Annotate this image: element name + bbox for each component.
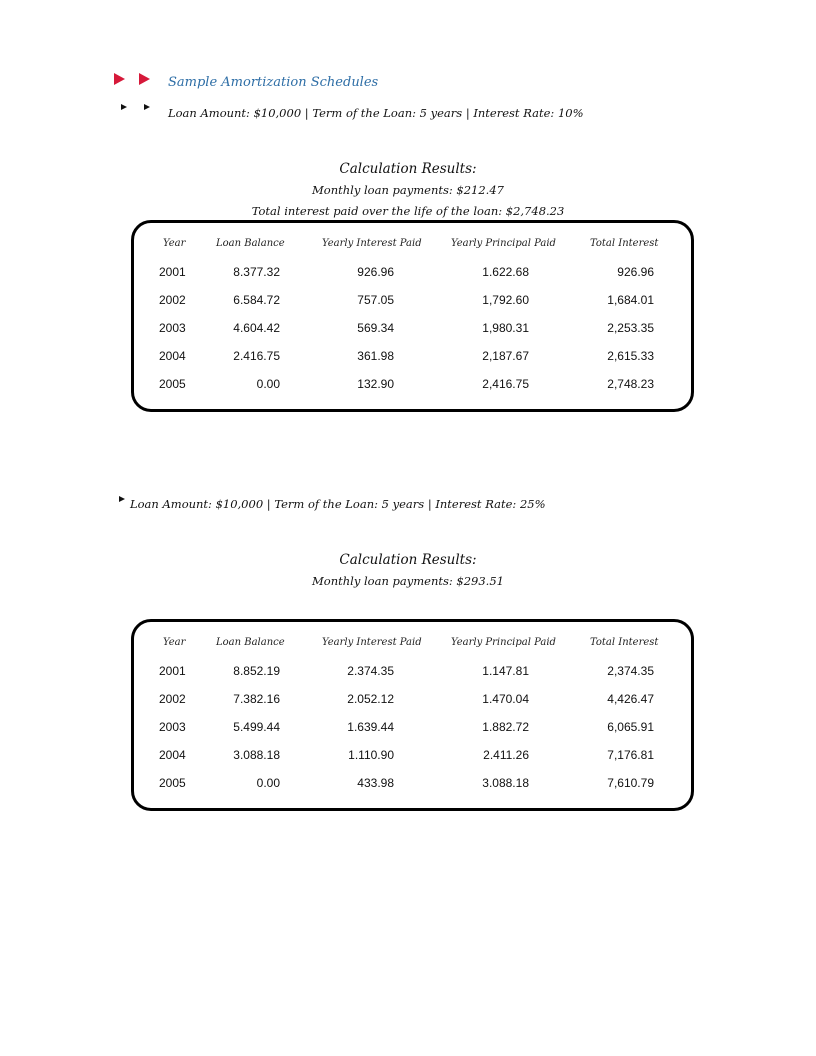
year-cell: 2004: [159, 748, 186, 762]
column-header: Yearly Interest Paid: [322, 637, 422, 648]
column-header: Total Interest: [590, 238, 659, 249]
black-bullet-icon: [119, 496, 125, 502]
table-cell: 1.470.04: [482, 692, 529, 706]
loan-details-2: Loan Amount: $10,000 | Term of the Loan: 5 years | Interest Rate: 25%: [130, 497, 546, 511]
page-title: Sample Amortization Schedules: [168, 75, 379, 90]
table-cell: 926.96: [357, 265, 394, 279]
black-bullet-icon: [144, 104, 150, 110]
year-cell: 2003: [159, 720, 186, 734]
year-cell: 2002: [159, 692, 186, 706]
year-cell: 2003: [159, 321, 186, 335]
table-cell: 8.377.32: [233, 265, 280, 279]
column-header: Yearly Principal Paid: [451, 238, 556, 249]
red-bullet-icon: [114, 73, 125, 85]
table-cell: 4.604.42: [233, 321, 280, 335]
year-cell: 2004: [159, 349, 186, 363]
column-header: Year: [163, 238, 186, 249]
table-cell: 2,374.35: [607, 664, 654, 678]
table-cell: 2,615.33: [607, 349, 654, 363]
column-header: Yearly Interest Paid: [322, 238, 422, 249]
table-cell: 2.411.26: [483, 748, 529, 762]
table-cell: 2,253.35: [607, 321, 654, 335]
table-cell: 1,792.60: [482, 293, 529, 307]
table-cell: 0.00: [256, 377, 280, 391]
black-bullet-icon: [121, 104, 127, 110]
year-cell: 2005: [159, 776, 186, 790]
table-cell: 1.639.44: [347, 720, 394, 734]
table-cell: 0.00: [256, 776, 280, 790]
table-cell: 1.110.90: [348, 748, 394, 762]
table-cell: 569.34: [357, 321, 394, 335]
red-bullet-icon: [139, 73, 150, 85]
table-cell: 1.147.81: [482, 664, 529, 678]
column-header: Loan Balance: [216, 238, 285, 249]
column-header: Total Interest: [590, 637, 659, 648]
column-header: Loan Balance: [216, 637, 285, 648]
table-cell: 132.90: [357, 377, 394, 391]
table-cell: 1.622.68: [482, 265, 529, 279]
year-cell: 2001: [159, 664, 186, 678]
table-cell: 1.882.72: [482, 720, 529, 734]
table-cell: 8.852.19: [233, 664, 280, 678]
loan-details-1: Loan Amount: $10,000 | Term of the Loan: 5 years | Interest Rate: 10%: [168, 106, 584, 120]
table-cell: 6,065.91: [607, 720, 654, 734]
amortization-table-1: [131, 220, 694, 412]
table-cell: 2.052.12: [347, 692, 394, 706]
table-cell: 1,980.31: [482, 321, 529, 335]
table-cell: 6.584.72: [233, 293, 280, 307]
table-cell: 2.374.35: [347, 664, 394, 678]
monthly-payment-1: Monthly loan payments: $212.47: [312, 183, 504, 197]
column-header: Yearly Principal Paid: [451, 637, 556, 648]
table-cell: 1,684.01: [607, 293, 654, 307]
year-cell: 2001: [159, 265, 186, 279]
table-cell: 2,187.67: [482, 349, 529, 363]
table-cell: 757.05: [357, 293, 394, 307]
amortization-table-2: [131, 619, 694, 811]
table-cell: 7.382.16: [233, 692, 280, 706]
year-cell: 2002: [159, 293, 186, 307]
table-cell: 361.98: [357, 349, 394, 363]
table-cell: 3.088.18: [233, 748, 280, 762]
table-cell: 4,426.47: [607, 692, 654, 706]
table-cell: 7,176.81: [607, 748, 654, 762]
results-heading-1: Calculation Results:: [339, 161, 477, 177]
table-cell: 433.98: [357, 776, 394, 790]
column-header: Year: [163, 637, 186, 648]
table-cell: 3.088.18: [482, 776, 529, 790]
table-cell: 2.416.75: [233, 349, 280, 363]
year-cell: 2005: [159, 377, 186, 391]
table-cell: 2,748.23: [607, 377, 654, 391]
table-cell: 5.499.44: [233, 720, 280, 734]
monthly-payment-2: Monthly loan payments: $293.51: [312, 574, 504, 588]
total-interest-summary-1: Total interest paid over the life of the loan: $2,748.23: [251, 204, 565, 218]
table-cell: 926.96: [617, 265, 654, 279]
results-heading-2: Calculation Results:: [339, 552, 477, 568]
table-cell: 7,610.79: [607, 776, 654, 790]
table-cell: 2,416.75: [482, 377, 529, 391]
